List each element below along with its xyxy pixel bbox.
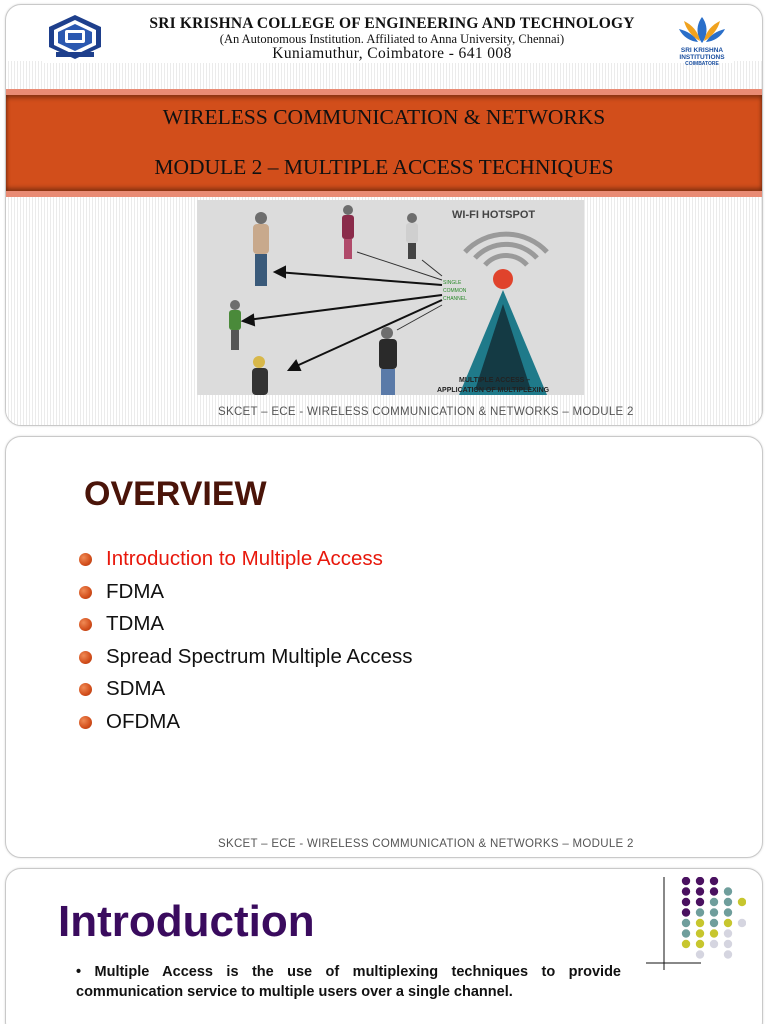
sri-krishna-logo: [674, 13, 730, 67]
module-title: MODULE 2 – MULTIPLE ACCESS TECHNIQUES: [154, 155, 614, 179]
course-title: WIRELESS COMMUNICATION & NETWORKS: [162, 105, 606, 129]
illustration-caption-2: APPLICATION OF MULTIPLEXING: [437, 387, 550, 394]
college-header: [42, 11, 732, 67]
decorative-dot: [710, 940, 718, 948]
decorative-dot: [724, 919, 732, 927]
decorative-dot: [710, 929, 718, 937]
decorative-dot: [696, 898, 704, 906]
slide-footer: SKCET – ECE - WIRELESS COMMUNICATION & NETWORKS – MODULE 2: [218, 838, 634, 850]
list-item: Introduction to Multiple Access: [76, 543, 413, 576]
decorative-dot: [738, 898, 746, 906]
decorative-dot: [682, 877, 690, 885]
channel-label-common: COMMON: [443, 288, 467, 294]
decorative-dot: [710, 887, 718, 895]
list-item: SDMA: [76, 673, 413, 706]
decorative-dot: [710, 898, 718, 906]
college-name: SRI KRISHNA COLLEGE OF ENGINEERING AND TECHNOLOGY: [149, 15, 635, 32]
channel-label-channel: CHANNEL: [443, 296, 467, 302]
decorative-dot: [682, 898, 690, 906]
slide-title: Introduction: [58, 897, 315, 946]
decorative-dot: [696, 929, 704, 937]
logo-text-sri-krishna: SRI KRISHNA: [680, 47, 724, 54]
decorative-dot: [710, 877, 718, 885]
decorative-dot: [682, 887, 690, 895]
decorative-dot: [696, 877, 704, 885]
logo-text-institutions: INSTITUTIONS: [679, 54, 725, 61]
decorative-dot: [710, 919, 718, 927]
decorative-dot: [696, 940, 704, 948]
decorative-dot: [696, 908, 704, 916]
list-item: OFDMA: [76, 706, 413, 739]
decorative-dot: [696, 950, 704, 958]
college-address: Kuniamuthur, Coimbatore - 641 008: [272, 45, 512, 62]
decorative-dot: [724, 940, 732, 948]
introduction-slide: [5, 868, 763, 1024]
decorative-dot: [724, 887, 732, 895]
list-item: FDMA: [76, 576, 413, 609]
title-slide: [5, 4, 763, 426]
channel-label-single: SINGLE: [443, 280, 462, 286]
sri-krishna-flame-icon: [674, 13, 730, 45]
decorative-dot: [696, 887, 704, 895]
illustration-caption-1: MULTIPLE ACCESS –: [459, 377, 531, 384]
title-banner: [6, 89, 762, 197]
college-affiliation: (An Autonomous Institution. Affiliated to Anna University, Chennai): [219, 32, 565, 46]
decorative-dot: [724, 929, 732, 937]
decorative-dot: [724, 950, 732, 958]
decorative-dot: [682, 929, 690, 937]
decorative-dot: [682, 908, 690, 916]
decorative-dot: [724, 898, 732, 906]
intro-paragraph: • Multiple Access is the use of multiplexing techniques to provide communication service to multiple users over a single channel.: [76, 964, 621, 1000]
decorative-dot: [724, 908, 732, 916]
college-emblem-icon: [46, 14, 104, 60]
overview-slide: [5, 436, 763, 858]
slide-footer: SKCET – ECE - WIRELESS COMMUNICATION & NETWORKS – MODULE 2: [218, 406, 634, 418]
logo-text-coimbatore: COIMBATORE: [685, 61, 719, 67]
illustration-drawing: [197, 200, 584, 395]
decorative-dots-icon: [646, 877, 746, 972]
antenna-dot-icon: [493, 269, 513, 289]
decorative-dot: [738, 919, 746, 927]
decorative-dot: [710, 908, 718, 916]
slide-title: OVERVIEW: [84, 475, 267, 513]
decorative-dot: [682, 940, 690, 948]
list-item: Spread Spectrum Multiple Access: [76, 641, 413, 674]
list-item: TDMA: [76, 608, 413, 641]
multiple-access-illustration: [197, 200, 584, 395]
overview-list: [76, 543, 413, 739]
decorative-dot: [696, 919, 704, 927]
decorative-dot: [682, 919, 690, 927]
hotspot-label: WI-FI HOTSPOT: [452, 209, 536, 221]
